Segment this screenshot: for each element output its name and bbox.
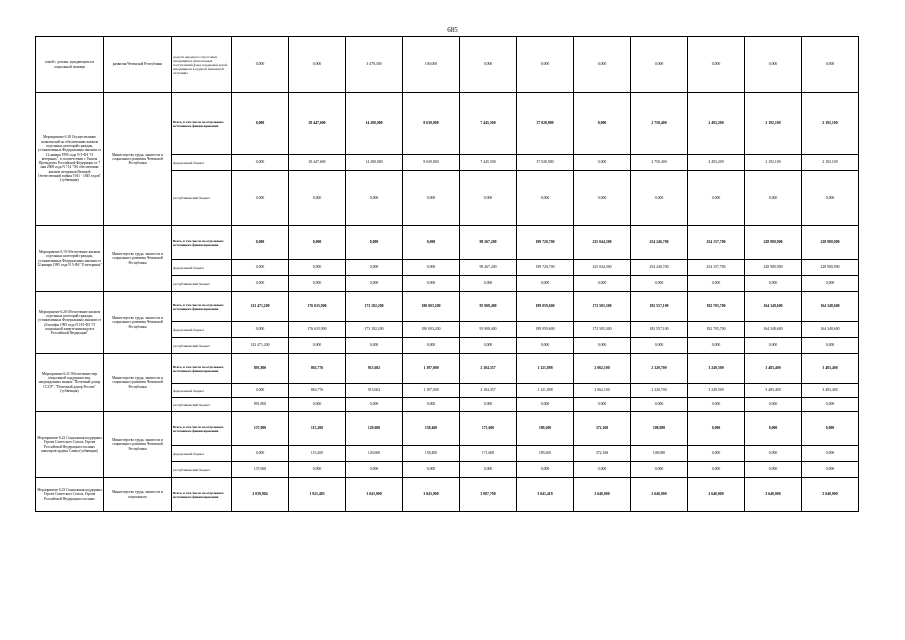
value-cell: 0,000: [460, 398, 517, 412]
executor-cell: развития Чеченской Республики: [104, 37, 172, 93]
table-row: [36, 354, 859, 384]
value-cell: 199 720,700: [517, 260, 574, 276]
value-cell: 0,000: [802, 446, 859, 462]
value-cell: 2 493,200: [688, 155, 745, 171]
value-cell: 37 028,900: [517, 93, 574, 155]
measure-name-cell: семей с детьми, нуждающихся в социальной помощи: [36, 37, 104, 93]
value-cell: 0,000: [745, 338, 802, 354]
value-cell: 7 445,500: [460, 155, 517, 171]
value-cell: 1 921,405: [289, 478, 346, 512]
value-cell: 0,000: [289, 338, 346, 354]
executor-cell: Министерство труда, занятости и социального развития Чеченской Республики: [104, 226, 172, 292]
value-cell: 29 447,600: [289, 93, 346, 155]
value-cell: 0,000: [574, 462, 631, 478]
value-cell: 172 505,300: [574, 322, 631, 338]
value-cell: 0,000: [346, 171, 403, 226]
funding-source-cell: федеральный бюджет: [172, 260, 232, 276]
funding-source-cell: средств народного стрессовых находящихся обязательных поступлений (фонд поддержки детей, находящихся в трудной жизненной ситуации): [172, 37, 232, 93]
value-cell: 14 280,000: [346, 93, 403, 155]
value-cell: 0,000: [574, 398, 631, 412]
value-cell: 95 908,400: [460, 322, 517, 338]
measure-name-cell: Мероприятие 6.21 Обеспечение мер социальной поддержки лиц, награжденных знаком "Почетный донор СССР", "Почетный донор России" (субвенция): [36, 354, 104, 412]
value-cell: 0,000: [745, 446, 802, 462]
value-cell: 95 908,400: [460, 292, 517, 322]
value-cell: 3 041,418: [517, 478, 574, 512]
value-cell: 2 320,700: [631, 354, 688, 384]
value-cell: 0,000: [802, 398, 859, 412]
value-cell: 158,400: [403, 412, 460, 446]
value-cell: 0,000: [802, 338, 859, 354]
value-cell: 228 980,900: [745, 226, 802, 260]
value-cell: 0,000: [688, 462, 745, 478]
value-cell: 180 003,200: [403, 292, 460, 322]
value-cell: 0,000: [574, 155, 631, 171]
executor-cell: Министерство труда, занятости и социального: [104, 478, 172, 512]
value-cell: 0,000: [688, 338, 745, 354]
funding-source-cell: республиканский бюджет: [172, 276, 232, 292]
funding-source-cell: Всего, в том числе по отдельным источникам финансирования: [172, 354, 232, 384]
value-cell: 0,000: [574, 37, 631, 93]
funding-source-cell: Всего, в том числе по отдельным источникам финансирования: [172, 93, 232, 155]
value-cell: 173 182,200: [346, 292, 403, 322]
value-cell: 0,000: [289, 276, 346, 292]
executor-cell: Министерство труда, занятости и социального развития Чеченской Республики: [104, 412, 172, 478]
value-cell: 0,000: [289, 462, 346, 478]
value-cell: 915,602: [346, 354, 403, 384]
value-cell: 0,000: [688, 276, 745, 292]
value-cell: 1 197,000: [403, 384, 460, 398]
value-cell: 158,400: [403, 446, 460, 462]
value-cell: 0,000: [232, 171, 289, 226]
value-cell: 3 478,300: [346, 37, 403, 93]
value-cell: 98 267,200: [460, 226, 517, 260]
value-cell: 915,602: [346, 384, 403, 398]
value-cell: 0,000: [232, 93, 289, 155]
value-cell: 189,200: [517, 412, 574, 446]
value-cell: 2 192,100: [802, 93, 859, 155]
value-cell: 0,000: [517, 462, 574, 478]
value-cell: 123 471,200: [232, 338, 289, 354]
value-cell: 0,000: [631, 171, 688, 226]
value-cell: 0,000: [631, 462, 688, 478]
value-cell: 0,000: [403, 462, 460, 478]
value-cell: 123 471,200: [232, 292, 289, 322]
value-cell: 0,000: [346, 398, 403, 412]
value-cell: 0,000: [403, 260, 460, 276]
value-cell: 2 493,200: [688, 93, 745, 155]
budget-table: [35, 36, 859, 512]
value-cell: 0,000: [631, 398, 688, 412]
value-cell: 0,000: [232, 322, 289, 338]
value-cell: 225 044,300: [574, 226, 631, 260]
value-cell: 115,200: [289, 446, 346, 462]
value-cell: 0,000: [460, 37, 517, 93]
value-cell: 1 121,898: [517, 354, 574, 384]
value-cell: 0,000: [574, 276, 631, 292]
value-cell: 3 043,900: [403, 478, 460, 512]
funding-source-cell: республиканский бюджет: [172, 462, 232, 478]
value-cell: 0,000: [460, 171, 517, 226]
value-cell: 0,000: [403, 226, 460, 260]
value-cell: 7 445,500: [460, 93, 517, 155]
value-cell: 0,000: [289, 398, 346, 412]
value-cell: 891,800: [232, 354, 289, 384]
value-cell: 29 447,600: [289, 155, 346, 171]
value-cell: 0,000: [346, 338, 403, 354]
value-cell: 0,000: [745, 37, 802, 93]
value-cell: 0,000: [289, 226, 346, 260]
value-cell: 8 639,800: [403, 155, 460, 171]
value-cell: 171,600: [460, 446, 517, 462]
value-cell: 189,200: [517, 446, 574, 462]
value-cell: 182 557,100: [631, 292, 688, 322]
value-cell: 0,000: [745, 171, 802, 226]
value-cell: 164 348,600: [745, 292, 802, 322]
value-cell: 171,600: [460, 412, 517, 446]
value-cell: 0,000: [346, 462, 403, 478]
value-cell: 3 483,400: [745, 384, 802, 398]
value-cell: 0,000: [688, 446, 745, 462]
value-cell: 0,000: [346, 226, 403, 260]
value-cell: 108,080: [631, 446, 688, 462]
value-cell: 0,000: [346, 260, 403, 276]
funding-source-cell: Всего, в том числе по отдельным источникам финансирования: [172, 292, 232, 322]
value-cell: 0,000: [232, 384, 289, 398]
value-cell: 137,000: [232, 462, 289, 478]
value-cell: 173 182,200: [346, 322, 403, 338]
value-cell: 2 640,000: [745, 478, 802, 512]
value-cell: 0,000: [574, 171, 631, 226]
value-cell: 3 249,500: [688, 354, 745, 384]
value-cell: 176 635,900: [289, 292, 346, 322]
value-cell: 0,000: [688, 398, 745, 412]
value-cell: 2 192,100: [745, 93, 802, 155]
value-cell: 0,000: [745, 276, 802, 292]
value-cell: 100,000: [403, 37, 460, 93]
value-cell: 0,000: [745, 398, 802, 412]
value-cell: 0,000: [289, 171, 346, 226]
value-cell: 228 980,900: [802, 260, 859, 276]
value-cell: 0,000: [232, 446, 289, 462]
value-cell: 0,000: [745, 462, 802, 478]
value-cell: 0,000: [460, 276, 517, 292]
value-cell: 2 192,100: [802, 155, 859, 171]
value-cell: 0,000: [574, 338, 631, 354]
funding-source-cell: федеральный бюджет: [172, 446, 232, 462]
value-cell: 189 059,600: [517, 292, 574, 322]
value-cell: 0,000: [802, 171, 859, 226]
value-cell: 0,000: [802, 37, 859, 93]
table-row: [36, 412, 859, 446]
value-cell: 0,000: [232, 260, 289, 276]
measure-name-cell: Мероприятие 6.23 Социальная поддержка Героев Советского Союза, Героев Российской Федерации и полных: [36, 478, 104, 512]
executor-cell: Министерство труда, занятости и социального развития Чеченской Республики: [104, 354, 172, 412]
value-cell: 0,000: [517, 338, 574, 354]
value-cell: 129,600: [346, 412, 403, 446]
value-cell: 3 483,400: [802, 354, 859, 384]
value-cell: 182 705,700: [688, 322, 745, 338]
page-number: 685: [447, 26, 458, 34]
measure-name-cell: Мероприятие 6.18 Осуществление полномочий по обеспечению жильем отдельных категорий граждан, установленных Федеральным законом от 12 января 1995 года N 5-ФЗ "О ветеранах", в соответствии с Указом Президента Российской Федерации от 7 мая 2008 года N 714 "Об обеспечении жильем ветеранов Великой Отечественной войны 1941 - 1945 годов" (субвенция): [36, 93, 104, 226]
value-cell: 0,000: [802, 462, 859, 478]
measure-name-cell: Мероприятие 6.22 Социальная поддержка Героев Советского Союза, Героев Российской Федерации и полных кавалеров ордена Славы (субвенция): [36, 412, 104, 478]
value-cell: 254 246,700: [631, 260, 688, 276]
value-cell: 0,000: [631, 37, 688, 93]
value-cell: 0,000: [403, 276, 460, 292]
value-cell: 2 640,000: [802, 478, 859, 512]
value-cell: 228 980,900: [802, 226, 859, 260]
value-cell: 98 267,200: [460, 260, 517, 276]
value-cell: 180 003,200: [403, 322, 460, 338]
value-cell: 0,000: [517, 398, 574, 412]
value-cell: 108,080: [631, 412, 688, 446]
value-cell: 0,000: [688, 37, 745, 93]
measure-name-cell: Мероприятие 6.20 Обеспечение жильем отдельных категорий граждан, установленных Федеральным законом от 24 ноября 1995 года N 181-ФЗ "О социальной защите инвалидов в Российской Федерации": [36, 292, 104, 354]
value-cell: 2 640,000: [688, 478, 745, 512]
value-cell: 2 184,357: [460, 354, 517, 384]
value-cell: 0,000: [688, 171, 745, 226]
value-cell: 2 192,100: [745, 155, 802, 171]
value-cell: 0,000: [517, 37, 574, 93]
value-cell: 8 639,800: [403, 93, 460, 155]
value-cell: 0,000: [232, 155, 289, 171]
value-cell: 164 348,600: [802, 322, 859, 338]
value-cell: 0,000: [232, 226, 289, 260]
table-row: [36, 37, 859, 93]
value-cell: 0,000: [517, 171, 574, 226]
table-row: [36, 292, 859, 322]
value-cell: 0,000: [232, 37, 289, 93]
value-cell: 372,168: [574, 412, 631, 446]
value-cell: 2 750,400: [631, 93, 688, 155]
value-cell: 863,776: [289, 384, 346, 398]
value-cell: 0,000: [517, 276, 574, 292]
value-cell: 2 640,000: [631, 478, 688, 512]
value-cell: 0,000: [289, 260, 346, 276]
value-cell: 3 087,790: [460, 478, 517, 512]
value-cell: 0,000: [802, 412, 859, 446]
value-cell: 3 483,400: [802, 384, 859, 398]
value-cell: 3 249,500: [688, 384, 745, 398]
value-cell: 0,000: [631, 338, 688, 354]
value-cell: 2 320,700: [631, 384, 688, 398]
value-cell: 2 750,400: [631, 155, 688, 171]
funding-source-cell: республиканский бюджет: [172, 171, 232, 226]
value-cell: 891,800: [232, 398, 289, 412]
value-cell: 14 280,000: [346, 155, 403, 171]
table-row: [36, 226, 859, 260]
funding-source-cell: республиканский бюджет: [172, 338, 232, 354]
value-cell: 225 044,300: [574, 260, 631, 276]
value-cell: 863,776: [289, 354, 346, 384]
value-cell: 0,000: [232, 276, 289, 292]
funding-source-cell: федеральный бюджет: [172, 384, 232, 398]
value-cell: 164 348,600: [802, 292, 859, 322]
executor-cell: Министерство труда, занятости и социального развития Чеченской Республики: [104, 292, 172, 354]
value-cell: 1 197,000: [403, 354, 460, 384]
funding-source-cell: республиканский бюджет: [172, 398, 232, 412]
table-row: [36, 93, 859, 155]
value-cell: 182 705,700: [688, 292, 745, 322]
value-cell: 182 557,100: [631, 322, 688, 338]
value-cell: 0,000: [460, 462, 517, 478]
value-cell: 0,000: [460, 338, 517, 354]
value-cell: 0,000: [688, 412, 745, 446]
value-cell: 3 483,400: [745, 354, 802, 384]
funding-source-cell: федеральный бюджет: [172, 322, 232, 338]
value-cell: 115,200: [289, 412, 346, 446]
value-cell: 199 720,700: [517, 226, 574, 260]
value-cell: 0,000: [745, 412, 802, 446]
value-cell: 228 980,900: [745, 260, 802, 276]
value-cell: 2 039,904: [232, 478, 289, 512]
table-row: [36, 478, 859, 512]
value-cell: 129,600: [346, 446, 403, 462]
value-cell: 2 184,357: [460, 384, 517, 398]
value-cell: 2 640,000: [574, 478, 631, 512]
value-cell: 0,000: [802, 276, 859, 292]
value-cell: 0,000: [574, 93, 631, 155]
value-cell: 254 157,700: [688, 226, 745, 260]
value-cell: 0,000: [403, 171, 460, 226]
value-cell: 0,000: [346, 276, 403, 292]
value-cell: 2 062,100: [574, 384, 631, 398]
value-cell: 164 348,600: [745, 322, 802, 338]
funding-source-cell: Всего, в том числе по отдельным источникам финансирования: [172, 412, 232, 446]
value-cell: 0,000: [289, 37, 346, 93]
executor-cell: Министерство труда, занятости и социального развития Чеченской Республики: [104, 93, 172, 226]
value-cell: 3 043,900: [346, 478, 403, 512]
value-cell: 0,000: [403, 338, 460, 354]
value-cell: 2 062,100: [574, 354, 631, 384]
value-cell: 254 157,700: [688, 260, 745, 276]
value-cell: 372,168: [574, 446, 631, 462]
value-cell: 172 505,300: [574, 292, 631, 322]
value-cell: 37 028,900: [517, 155, 574, 171]
funding-source-cell: Всего, в том числе по отдельным источникам финансирования: [172, 226, 232, 260]
value-cell: 176 635,900: [289, 322, 346, 338]
value-cell: 0,000: [631, 276, 688, 292]
value-cell: 137,000: [232, 412, 289, 446]
value-cell: 1 121,898: [517, 384, 574, 398]
value-cell: 0,000: [403, 398, 460, 412]
value-cell: 254 246,700: [631, 226, 688, 260]
measure-name-cell: Мероприятие 6.19 Обеспечение жильем отдельных категорий граждан, установленных Федеральным законом от 12 января 1995 года N 5-ФЗ "О ветеранах": [36, 226, 104, 292]
funding-source-cell: федеральный бюджет: [172, 155, 232, 171]
value-cell: 189 059,600: [517, 322, 574, 338]
funding-source-cell: Всего, в том числе по отдельным источникам финансирования: [172, 478, 232, 512]
